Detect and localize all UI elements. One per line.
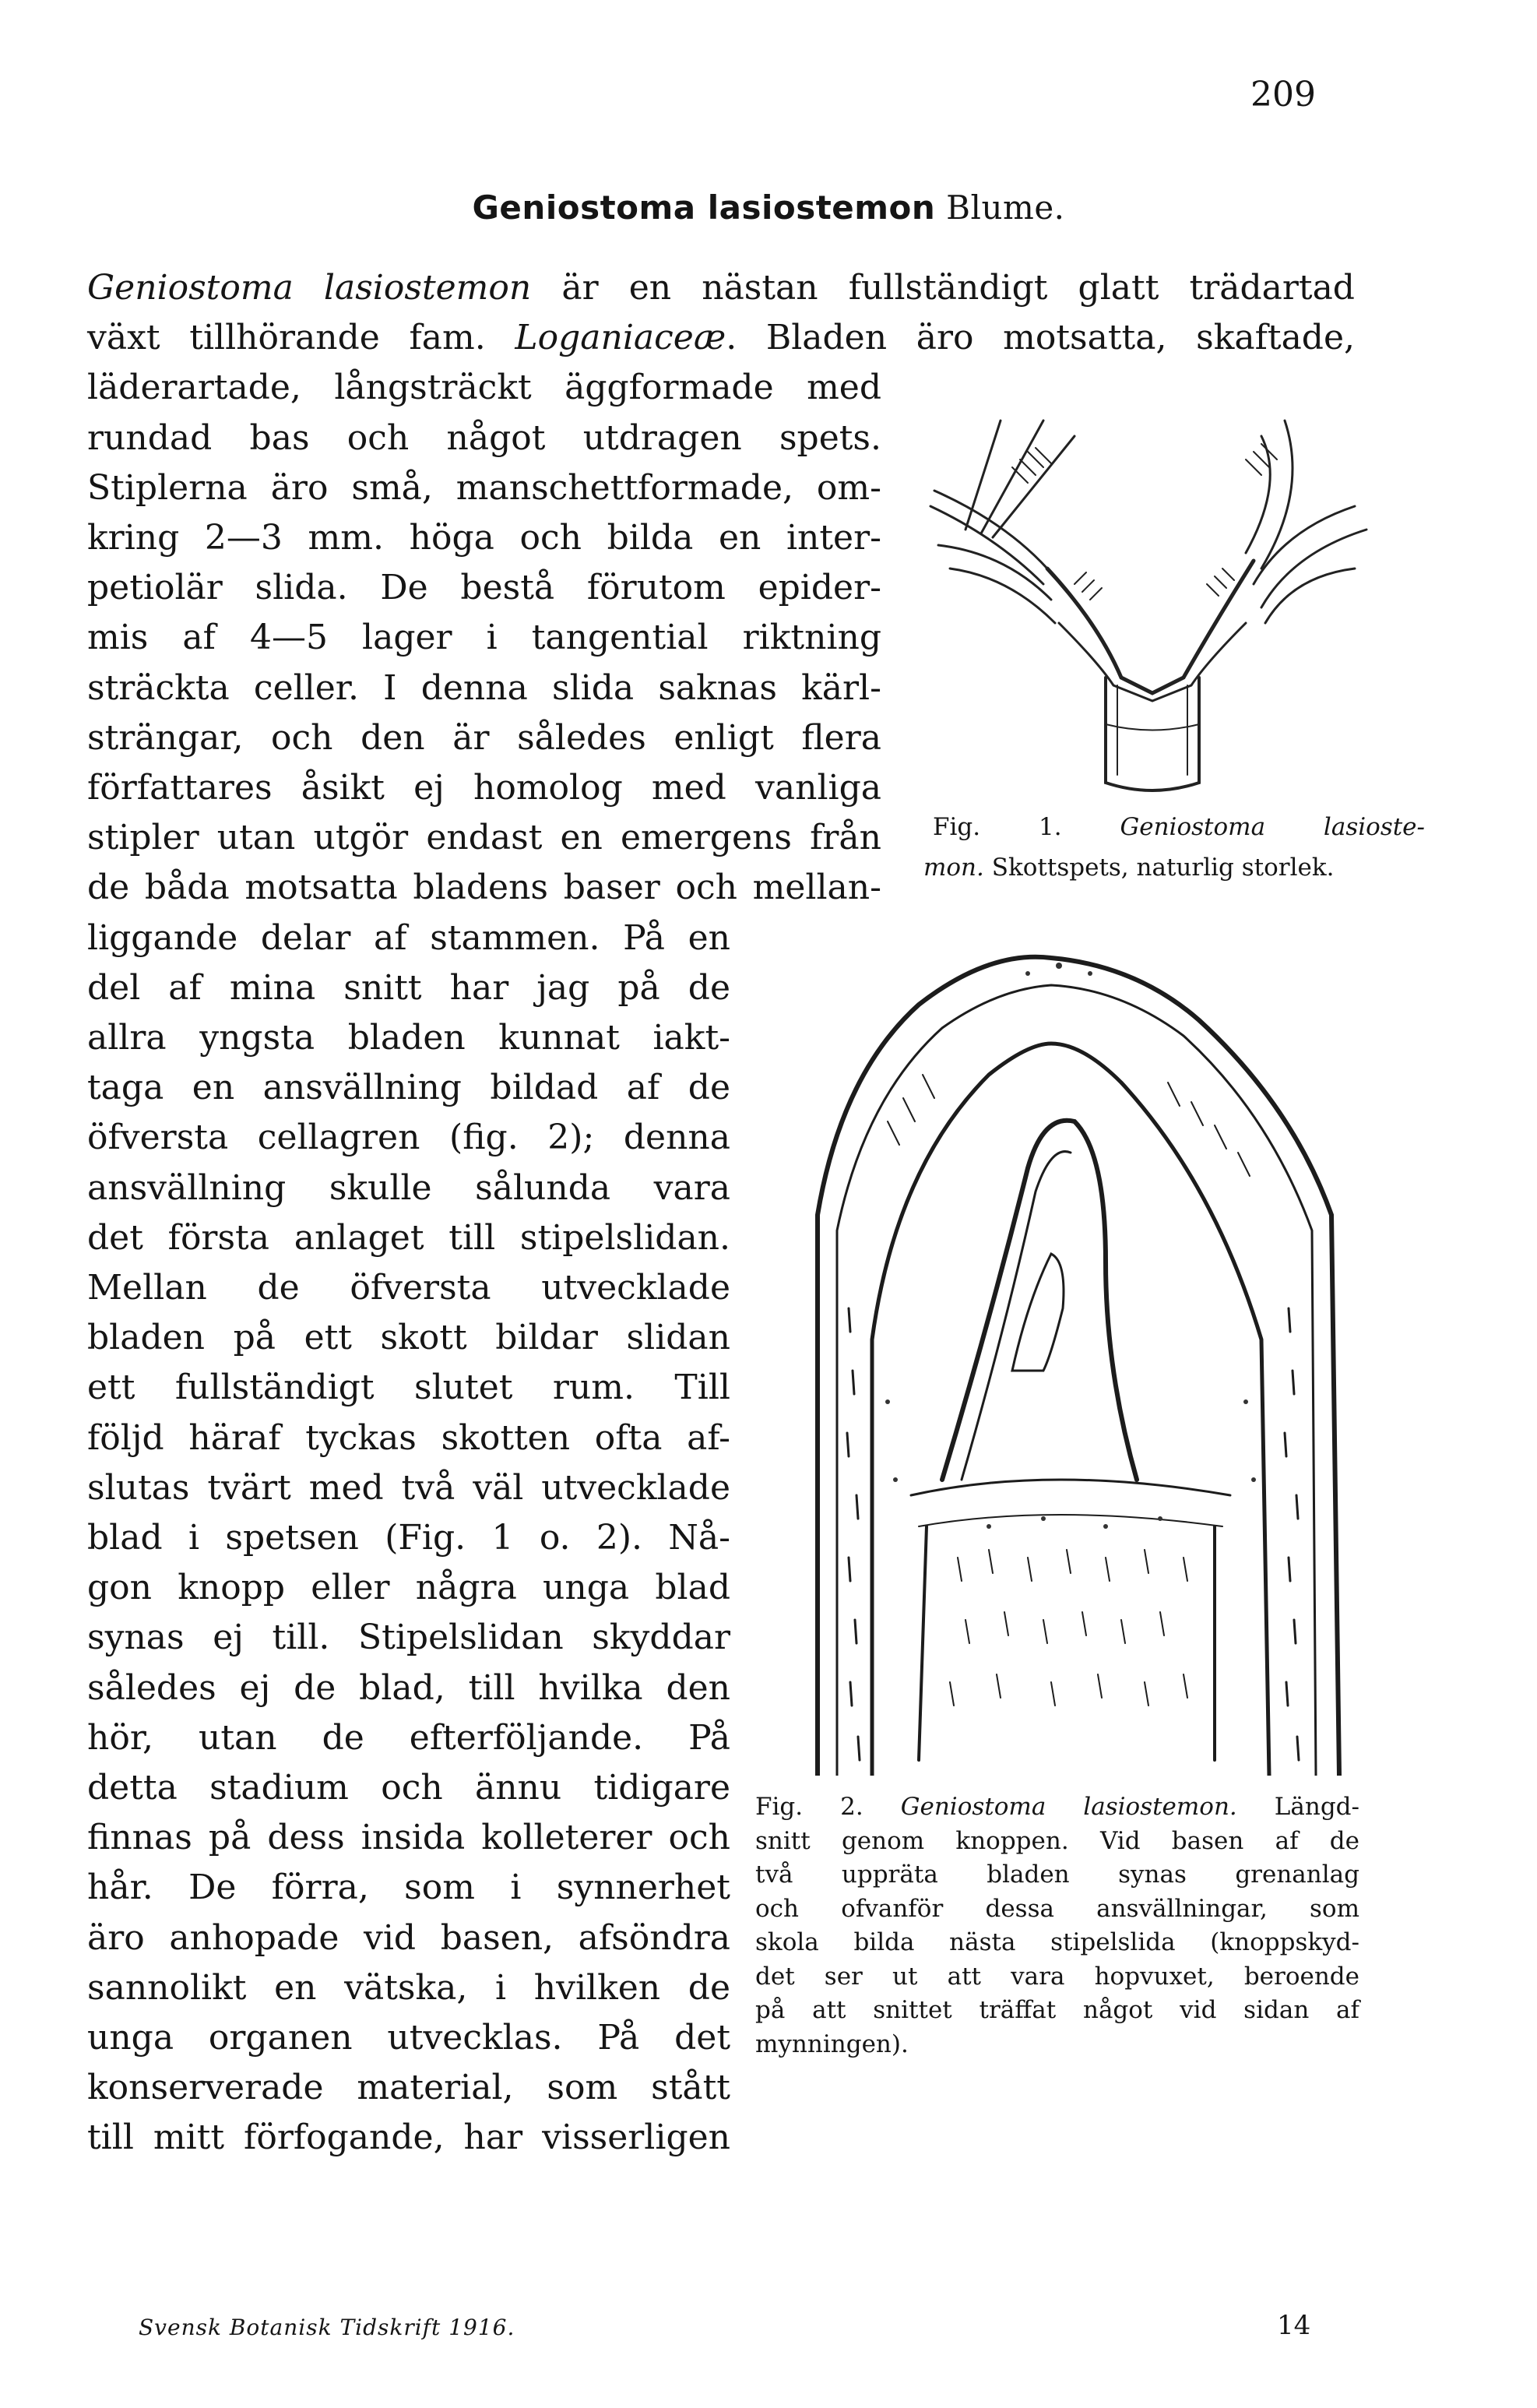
text-run: bladen på ett skott bildar slidan [87,1318,730,1357]
text-run: på att snittet träffat något vid sidan af [755,1996,1359,2024]
caption-line [755,1925,1359,1959]
text-run: mis af 4—5 lager i tangential riktning [87,618,881,657]
text-run: det ser ut att vara hopvuxet, beroende [755,1963,1359,1991]
text-run: snitt genom knoppen. Vid basen af de [755,1827,1359,1855]
text-run: allra yngsta bladen kunnat iakt- [87,1018,730,1058]
text-run: hår. De förra, som i synnerhet [87,1868,730,1907]
body-line [87,665,881,712]
text-run: författares åsikt ej homolog med vanliga [87,768,881,808]
text-run: kring 2—3 mm. höga och bilda en inter- [87,518,881,558]
body-line [87,1215,730,1262]
body-line [87,1515,730,1561]
text-run: det första anlaget till stipelslidan. [87,1218,730,1258]
text-run: skola bilda nästa stipelslida (knoppskyd- [755,1928,1359,1956]
figure-2-longitudinal-section [794,935,1355,1776]
text-run: Geniostoma lasioste- [1120,813,1425,841]
body-line [87,1415,730,1462]
text-run: ett fullständigt slutet rum. Till [87,1368,730,1407]
text-run: konserverade material, som stått [87,2068,730,2107]
body-line [87,2065,730,2111]
body-line [87,565,881,611]
text-run: . Bladen äro motsatta, skaftade, [726,318,1355,357]
body-line [87,315,1355,361]
text-run: två uppräta bladen synas grenanlag [755,1861,1359,1889]
text-run: unga organen utvecklas. På det [87,2018,730,2058]
body-line [87,1364,730,1411]
page-number: 209 [1250,75,1316,114]
body-line [87,1315,730,1361]
text-run: detta stadium och ännu tidigare [87,1768,730,1808]
text-run: Stiplerna äro små, manschettformade, om- [87,468,881,508]
body-line [87,265,1355,312]
body-line [87,1864,730,1911]
body-line [87,1015,730,1061]
text-run: således ej de blad, till hvilka den [87,1668,730,1708]
body-line [87,1114,730,1161]
text-run: Skottspets, naturlig storlek. [983,854,1335,882]
footer-journal: Svensk Botanisk Tidskrift 1916. [139,2315,515,2340]
text-run: finnas på dess insida kolleterer och [87,1818,730,1857]
text-run: Fig. 2. [755,1793,901,1821]
text-run: mon. [923,854,984,882]
text-run: hör, utan de efterföljande. På [87,1718,730,1758]
body-line [87,1165,730,1212]
text-run: synas ej till. Stipelslidan skyddar [87,1618,730,1657]
body-line [87,1665,730,1712]
title-species: Geniostoma lasiostemon [472,188,936,227]
text-run: slutas tvärt med två väl utvecklade [87,1468,730,1508]
text-run: de båda motsatta bladens baser och mellan- [87,868,881,907]
figure-1-shoot-tip [919,389,1386,810]
text-run: till mitt förfogande, har visserligen [87,2118,730,2157]
text-run: stipler utan utgör endast en emergens från [87,818,881,857]
body-line [87,614,881,661]
text-run: del af mina snitt har jag på de [87,968,730,1008]
body-line [87,415,881,462]
text-run: äro anhopade vid basen, afsöndra [87,1918,730,1958]
caption-line [755,1824,1359,1858]
text-run: växt tillhörande fam. [87,318,515,357]
text-run: mynningen). [755,2030,909,2058]
caption-line [755,2027,1359,2061]
caption-line [755,1857,1359,1892]
text-run: sträckta celler. I denna slida saknas kärl- [87,668,881,708]
body-line [87,715,881,762]
caption-line [755,1790,1359,1824]
caption-line [755,1993,1359,2027]
footer-sheet-number: 14 [1277,2310,1311,2341]
body-line [87,1965,730,2012]
text-run: strängar, och den är således enligt flera [87,718,881,758]
body-line [87,765,881,811]
text-run: följd häraf tyckas skotten ofta af- [87,1418,730,1458]
body-line [87,364,881,411]
body-line [87,1915,730,1962]
body-line [87,815,881,861]
body-line [87,2114,730,2161]
text-run: ansvällning skulle sålunda vara [87,1168,730,1208]
body-line [87,1614,730,1661]
article-title [0,188,1537,227]
text-run: Mellan de öfversta utvecklade [87,1268,730,1308]
body-line [87,1715,730,1762]
text-run: och ofvanför dessa ansvällningar, som [755,1895,1359,1923]
body-line [87,465,881,512]
caption-line [923,850,1391,885]
body-line [87,1065,730,1111]
text-run: Geniostoma lasiostemon [87,268,532,308]
text-run: Längd- [1236,1793,1359,1821]
body-line [87,1465,730,1512]
body-line [87,1565,730,1611]
text-run: sannolikt en vätska, i hvilken de [87,1968,730,2008]
body-line [87,1265,730,1311]
text-run: är en nästan fullständigt glatt trädartad [531,268,1355,308]
text-run: taga en ansvällning bildad af de [87,1068,730,1107]
text-run: Loganiaceæ [515,318,726,357]
caption-line [933,810,1425,844]
title-author: Blume. [946,188,1065,227]
text-run: Geniostoma lasiostemon. [900,1793,1237,1821]
caption-line [755,1959,1359,1994]
text-run: öfversta cellagren (fig. 2); denna [87,1118,730,1157]
body-line [87,1765,730,1811]
text-run: gon knopp eller några unga blad [87,1568,730,1607]
body-line [87,1815,730,1861]
body-line [87,915,730,962]
text-run: liggande delar af stammen. På en [87,918,730,958]
body-line [87,2015,730,2061]
text-run: petiolär slida. De bestå förutom epider- [87,568,881,607]
text-run: läderartade, långsträckt äggformade med [87,368,881,407]
body-line [87,864,881,911]
body-line [87,515,881,562]
text-run: rundad bas och något utdragen spets. [87,418,881,458]
text-run: blad i spetsen (Fig. 1 o. 2). Nå- [87,1518,730,1558]
body-line [87,965,730,1012]
text-run: Fig. 1. [933,813,1120,841]
caption-line [755,1892,1359,1926]
